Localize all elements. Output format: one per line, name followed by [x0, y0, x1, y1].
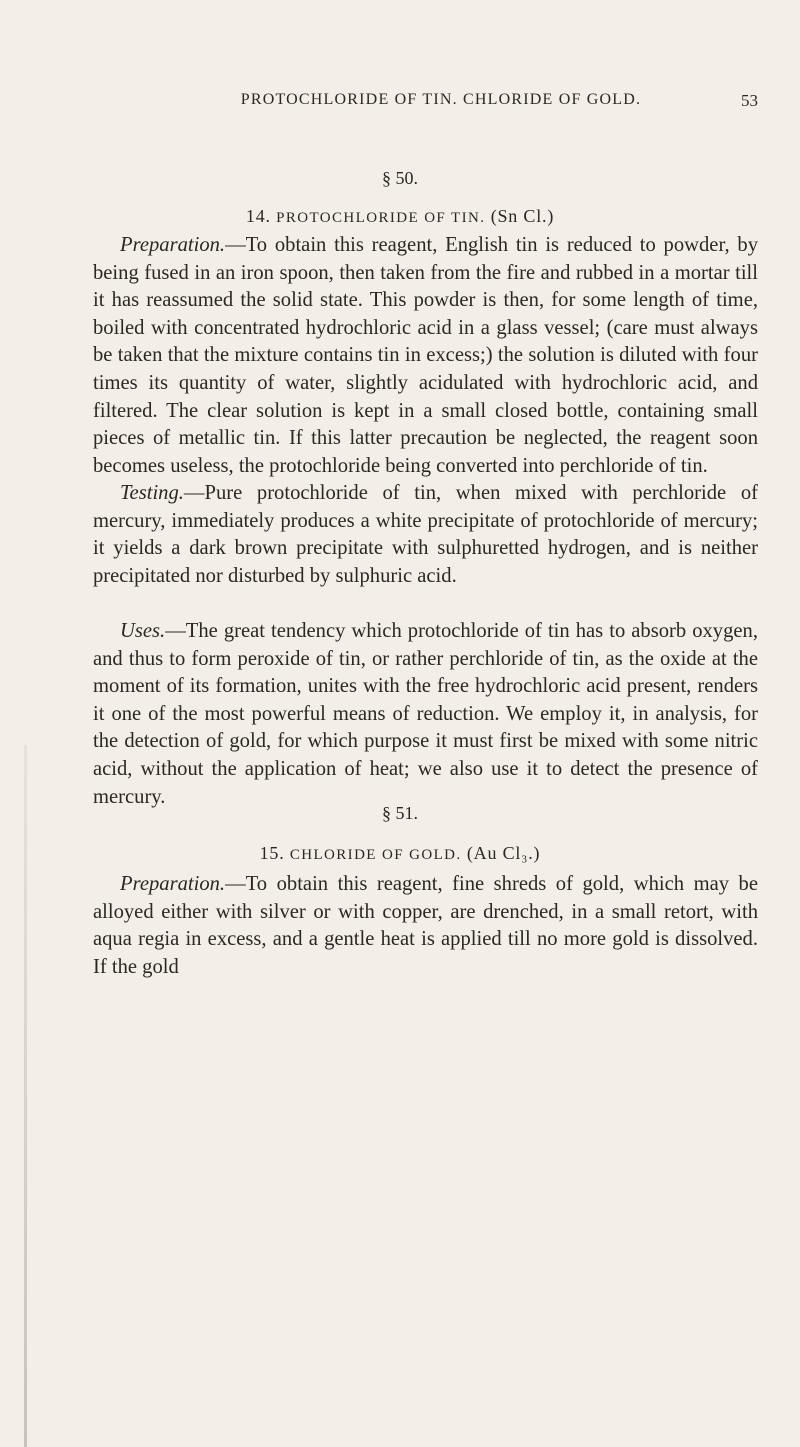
paragraph-preparation-tin [93, 232, 758, 480]
paragraph-uses-tin [93, 618, 758, 811]
heading-title: PROTOCHLORIDE OF TIN. [276, 210, 486, 226]
section-mark-50: § 50. [382, 168, 418, 188]
paragraph-text: —To obtain this reagent, fine shreds of gold, which may be alloyed either with silver or with copper, are drenched, in a small retort, with aqua regia in excess, and a gentle heat is applied till no more gold is dissolved. If the gold [93, 873, 758, 978]
section-mark-51: § 51. [382, 803, 418, 823]
section-heading-chloride-of-gold [0, 843, 800, 864]
paragraph-text: —The great tendency which protochloride of tin has to absorb oxygen, and thus to form peroxide of tin, or rather perchloride of tin, as the oxide at the moment of its formation, unites with the free hydrochloric acid present, renders it one of the most powerful means of reduction. We employ it, in analysis, for the detection of gold, for which purpose it must first be mixed with some nitric acid, without the application of heat; we also use it to detect the presence of mercury. [93, 620, 758, 808]
running-head: PROTOCHLORIDE OF TIN. CHLORIDE OF GOLD. [240, 91, 642, 108]
heading-number: 15. [259, 843, 285, 863]
section-heading-protochloride-of-tin [0, 206, 800, 227]
runin-heading-testing: Testing. [120, 482, 184, 504]
heading-title: CHLORIDE OF GOLD. [289, 847, 462, 863]
heading-formula: (Sn Cl.) [490, 206, 555, 226]
paragraph-testing-tin [93, 480, 758, 590]
runin-heading-uses: Uses. [120, 620, 166, 642]
heading-formula: (Au Cl₃.) [466, 843, 541, 863]
paragraph-text: —To obtain this reagent, English tin is reduced to powder, by being fused in an iron spoon, then taken from the fire and rubbed in a mortar till it has reassumed the solid state. This powder is then, for some length of time, boiled with concentrated hydrochloric acid in a glass vessel; (care must always be taken that the mixture contains tin in excess;) the solution is diluted with four times its quantity of water, slightly acidulated with hydrochloric acid, and filtered. The clear solution is kept in a small closed bottle, containing small pieces of metallic tin. If this latter precaution be neglected, the reagent soon becomes useless, the protochloride being converted into perchloride of tin. [93, 234, 758, 477]
runin-heading-preparation: Preparation. [120, 234, 226, 256]
page-number: 53 [741, 91, 758, 110]
heading-number: 14. [245, 206, 271, 226]
paragraph-preparation-gold [93, 871, 758, 981]
runin-heading-preparation: Preparation. [120, 873, 226, 895]
paragraph-text: —Pure protochloride of tin, when mixed with perchloride of mercury, immediately produces a white precipitate of protochloride of mercury; it yields a dark brown precipitate with sulphuretted hydrogen, and is neither precipitated nor disturbed by sulphuric acid. [93, 482, 758, 587]
